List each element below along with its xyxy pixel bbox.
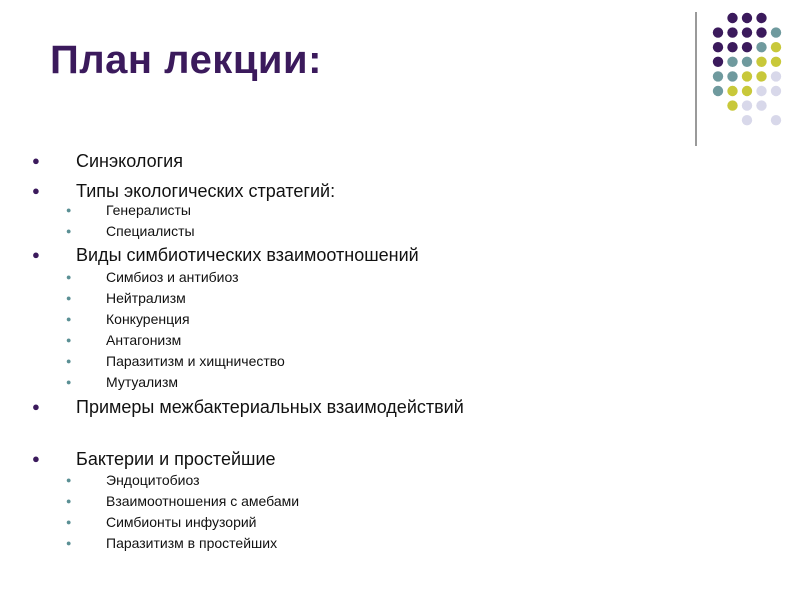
bullet-icon: ● — [66, 356, 72, 366]
outline-item-text: Синэкология — [76, 151, 183, 171]
bullet-icon: ● — [66, 293, 72, 303]
outline-subitem — [66, 201, 191, 219]
bullet-icon: ● — [66, 335, 72, 345]
outline-subitem — [66, 310, 190, 328]
outline-item — [32, 150, 183, 172]
bullet-icon: ● — [66, 496, 72, 506]
outline-item-text: Симбионты инфузорий — [106, 514, 257, 530]
outline-item-text: Эндоцитобиоз — [106, 472, 200, 488]
bullet-icon: ● — [32, 153, 40, 168]
outline-item-text: Генералисты — [106, 202, 191, 218]
bullet-icon: ● — [66, 226, 72, 236]
outline-item-text: Симбиоз и антибиоз — [106, 269, 239, 285]
bullet-icon: ● — [66, 475, 72, 485]
outline-item-text: Антагонизм — [106, 332, 182, 348]
bullet-icon: ● — [32, 183, 40, 198]
outline-subitem — [66, 352, 285, 370]
bullet-icon: ● — [66, 538, 72, 548]
bullet-icon: ● — [66, 272, 72, 282]
outline-item — [32, 244, 419, 266]
outline-subitem — [66, 331, 182, 349]
outline-item-text: Бактерии и простейшие — [76, 449, 276, 469]
outline-item-text: Типы экологических стратегий: — [76, 181, 336, 201]
outline-item-text: Примеры межбактериальных взаимодействий — [76, 397, 464, 417]
outline-subitem — [66, 289, 186, 307]
outline-item — [32, 180, 336, 202]
outline-item-text: Паразитизм и хищничество — [106, 353, 285, 369]
outline-subitem — [66, 268, 239, 286]
outline-item-text: Специалисты — [106, 223, 195, 239]
outline-item-text: Взаимоотношения с амебами — [106, 493, 300, 509]
bullet-icon: ● — [32, 399, 40, 414]
bullet-icon: ● — [66, 517, 72, 527]
outline-item-text: Паразитизм в простейших — [106, 535, 278, 551]
outline-item-text: Нейтрализм — [106, 290, 186, 306]
outline-item — [32, 396, 464, 418]
bullet-icon: ● — [66, 205, 72, 215]
outline-subitem — [66, 471, 200, 489]
outline-subitem — [66, 492, 300, 510]
outline-item-text: Мутуализм — [106, 374, 179, 390]
bullet-icon: ● — [32, 247, 40, 262]
outline-item — [32, 448, 276, 470]
slide-title: План лекции: — [50, 38, 322, 82]
outline-subitem — [66, 513, 257, 531]
outline-subitem — [66, 222, 195, 240]
outline-item-text: Виды симбиотических взаимоотношений — [76, 245, 419, 265]
bullet-icon: ● — [32, 451, 40, 466]
bullet-icon: ● — [66, 377, 72, 387]
outline-subitem — [66, 534, 278, 552]
outline-subitem — [66, 373, 179, 391]
outline-item-text: Конкуренция — [106, 311, 190, 327]
bullet-icon: ● — [66, 314, 72, 324]
